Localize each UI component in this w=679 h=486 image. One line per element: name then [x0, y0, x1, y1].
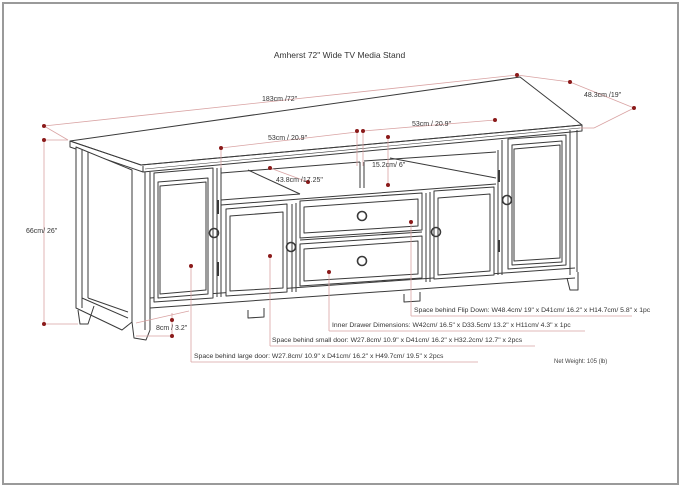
left-large-door	[154, 168, 213, 302]
note-inner-drawer: Inner Drawer Dimensions: W42cm/ 16.5" x D33.5cm/ 13.2" x H11cm/ 4.3" x 1pc	[332, 322, 571, 329]
right-large-door	[508, 135, 566, 269]
right-small-door	[434, 187, 494, 279]
diagram-title: Amherst 72" Wide TV Media Stand	[273, 50, 406, 60]
left-small-door	[226, 204, 287, 296]
note-flip-down-space: Space behind Flip Down: W48.4cm/ 19" x D41cm/ 16.2" x H14.7cm/ 5.8" x 1pc	[414, 307, 651, 314]
right-shelf-width-label: 53cm / 20.9"	[412, 121, 452, 128]
left-side-panel	[76, 147, 132, 330]
width-dimension-label: 183cm /72"	[262, 96, 298, 103]
leg-clearance-label: 8cm / 3.2"	[156, 325, 188, 332]
depth-dimension-label: 48.3cm /19"	[584, 92, 622, 99]
net-weight-label: Net Weight: 105 (lb)	[554, 359, 608, 365]
shelf-height-label: 15.2cm/ 6"	[372, 162, 406, 169]
left-shelf-width-label: 53cm / 20.9"	[268, 135, 308, 142]
note-small-door-space: Space behind small door: W27.8cm/ 10.9" x D41cm/ 16.2" x H32.2cm/ 12.7" x 2pcs	[272, 337, 523, 344]
shelf-depth-label: 43.8cm /17.25"	[276, 177, 323, 184]
height-dimension-label: 66cm/ 26"	[26, 228, 58, 235]
note-large-door-space: Space behind large door: W27.8cm/ 10.9" x D41cm/ 16.2" x H49.7cm/ 19.5" x 2pcs	[194, 353, 444, 360]
drawer-front	[300, 236, 422, 286]
